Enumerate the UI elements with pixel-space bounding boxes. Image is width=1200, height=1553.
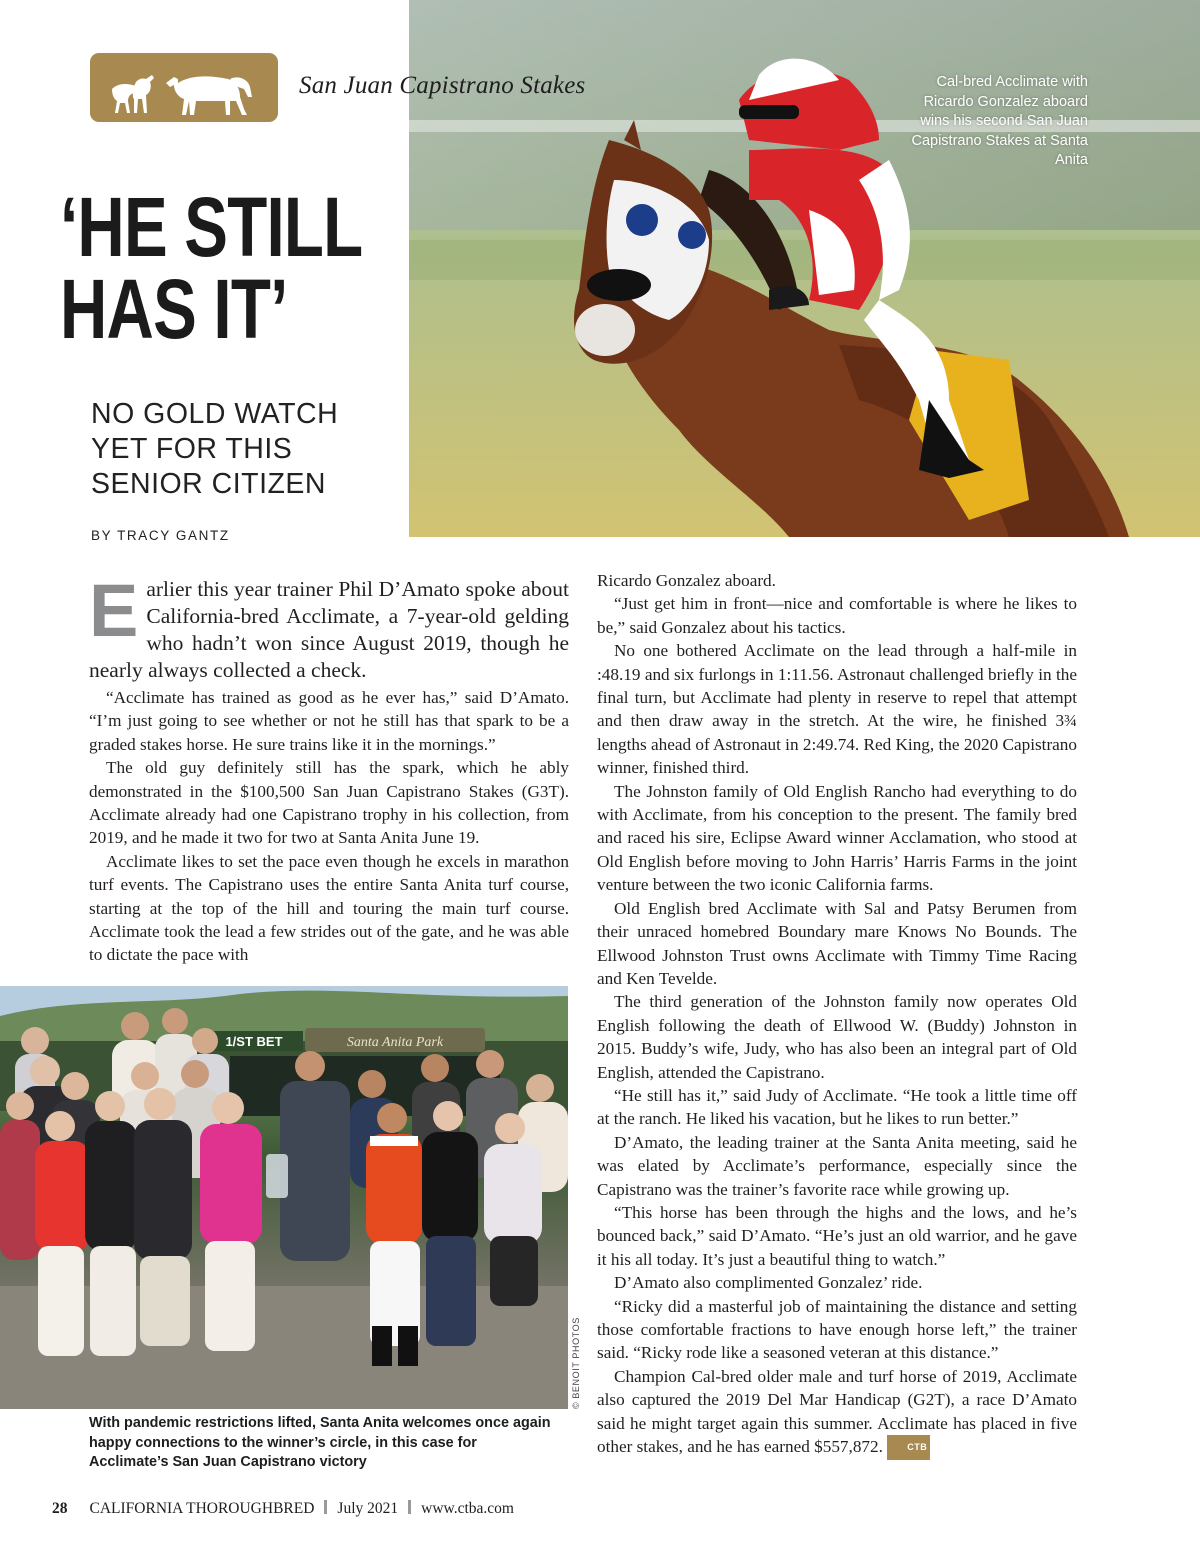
paragraph: No one bothered Acclimate on the lead through a half-mile in :48.19 and six furlongs in 1:11.56. Astronaut challenged briefly in the final turn, but Acclimate had plenty in reserve to repel that attempt and then draw away in the stretch. At the wire, he finished 3¾ lengths ahead of Astronaut in 2:49.74. Red King, the 2020 Capistrano winner, finished third. — [597, 641, 1077, 778]
byline: BY TRACY GANTZ — [91, 528, 230, 543]
photo-credit: © BENOIT PHOTOS — [571, 1317, 581, 1409]
paragraph-final — [597, 1365, 1077, 1461]
section-label: San Juan Capistrano Stakes — [299, 72, 586, 99]
publication-name: CALIFORNIA THOROUGHBRED — [89, 1500, 315, 1517]
website-link[interactable]: www.ctba.com — [421, 1500, 514, 1517]
paragraph-final-text: Champion Cal-bred older male and turf horse of 2019, Acclimate also captured the 2019 Del Mar Handicap (G2T), a race D’Amato said he might target again this summer. Acclimate has placed in five other stakes, and he has earned $557,872. — [597, 1366, 1077, 1457]
headline-line-2: HAS IT’ — [60, 262, 288, 356]
paragraph: Ricardo Gonzalez aboard. — [597, 571, 776, 590]
subhead-line-1: NO GOLD WATCH — [91, 398, 339, 430]
headline-line-1: ‘HE STILL — [60, 180, 363, 274]
paragraph: Acclimate likes to set the pace even though he excels in marathon turf events. The Capistrano uses the entire Santa Anita turf course, starting at the top of the hill and touring the main turf course. Acclimate took the lead a few strides out of the gate, and he was able to dictate the pace with — [89, 851, 569, 965]
park-sign: Santa Anita Park — [346, 1035, 444, 1050]
group-photo-illustration — [0, 986, 568, 1409]
paragraph: “Acclimate has trained as good as he ever has,” said D’Amato. “I’m just going to see whether or not he still has that spark to be a graded stakes horse. He sure trains like it in the mornings.” — [89, 688, 569, 754]
paragraph: “This horse has been through the highs and the lows, and he’s bounced back,” said D’Amato. “He’s just an old warrior, and he gave it his all today. It’s just a beautiful thing to watch.” — [597, 1202, 1077, 1269]
footer-separator — [408, 1500, 411, 1514]
issue-date: July 2021 — [337, 1500, 399, 1517]
group-photo — [0, 986, 568, 1409]
subhead-line-3: SENIOR CITIZEN — [91, 468, 327, 500]
paragraph: The Johnston family of Old English Rancho had everything to do with Acclimate, from his conception to the present. The family bred and raced his sire, Eclipse Award winner Acclamation, who stood at Old English before moving to John Harris’ Harris Farms in the joint venture between the two iconic California farms. — [597, 781, 1077, 895]
page-footer — [52, 1500, 514, 1518]
paragraph: D’Amato, the leading trainer at the Santa Anita meeting, said he was elated by Acclimate’s performance, especially since the Capistrano was the trainer’s favorite race while growing up. — [597, 1132, 1077, 1199]
body-column-1 — [89, 686, 569, 967]
footer-separator — [324, 1500, 327, 1514]
page-number: 28 — [52, 1500, 68, 1517]
paragraph: Old English bred Acclimate with Sal and Patsy Berumen from their unraced homebred Boundary mare Knows No Bounds. The Ellwood Johnston Trust owns Acclimate with Timmy Time Racing and Ken Tevelde. — [597, 898, 1077, 988]
hero-photo-caption: Cal-bred Acclimate with Ricardo Gonzalez aboard wins his second San Juan Capistrano Stakes at Santa Anita — [911, 74, 1088, 168]
paragraph: “He still has it,” said Judy of Acclimate. “He took a little time off at the ranch. He liked his vacation, but he likes to run better.” — [597, 1085, 1077, 1129]
paragraph: “Ricky did a masterful job of maintaining the distance and setting those comfortable fractions to have enough horse left,” the trainer said. “Ricky rode like a seasoned veteran at this distance.” — [597, 1296, 1077, 1363]
body-column-2 — [597, 569, 1077, 1460]
lead-paragraph — [89, 569, 569, 684]
paragraph: The third generation of the Johnston family now operates Old English following the death of Ellwood W. (Buddy) Johnston in 2015. Buddy’s wife, Judy, who has also been an integral part of Old English, attended the Capistrano. — [597, 992, 1077, 1082]
drop-cap: E — [89, 569, 139, 652]
headline — [60, 180, 363, 356]
subhead — [91, 397, 401, 502]
paragraph: “Just get him in front—nice and comfortable is where he likes to be,” said Gonzalez about his tactics. — [597, 594, 1077, 637]
paragraph: The old guy definitely still has the spark, which he ably demonstrated in the $100,500 San Juan Capistrano Stakes (G3T). Acclimate already had one Capistrano trophy in his collection, from 2019, and he made it two for two at Santa Anita June 19. — [89, 758, 569, 848]
paragraph: D’Amato also complimented Gonzalez’ ride. — [614, 1273, 923, 1293]
group-photo-caption: With pandemic restrictions lifted, Santa Anita welcomes once again happy connections to the winner’s circle, in this case for Acclimate’s San Juan Capistrano victory — [89, 1415, 551, 1470]
lead-text: arlier this year trainer Phil D’Amato spoke about California-bred Acclimate, a 7-year-old gelding who hadn’t won since August 2019, though he nearly always collected a check. — [89, 577, 569, 682]
bet-sign: 1/ST BET — [225, 1034, 283, 1049]
end-mark: CTB — [887, 1435, 930, 1460]
subhead-line-2: YET FOR THIS — [91, 433, 293, 465]
horses-logo-icon — [90, 53, 278, 122]
